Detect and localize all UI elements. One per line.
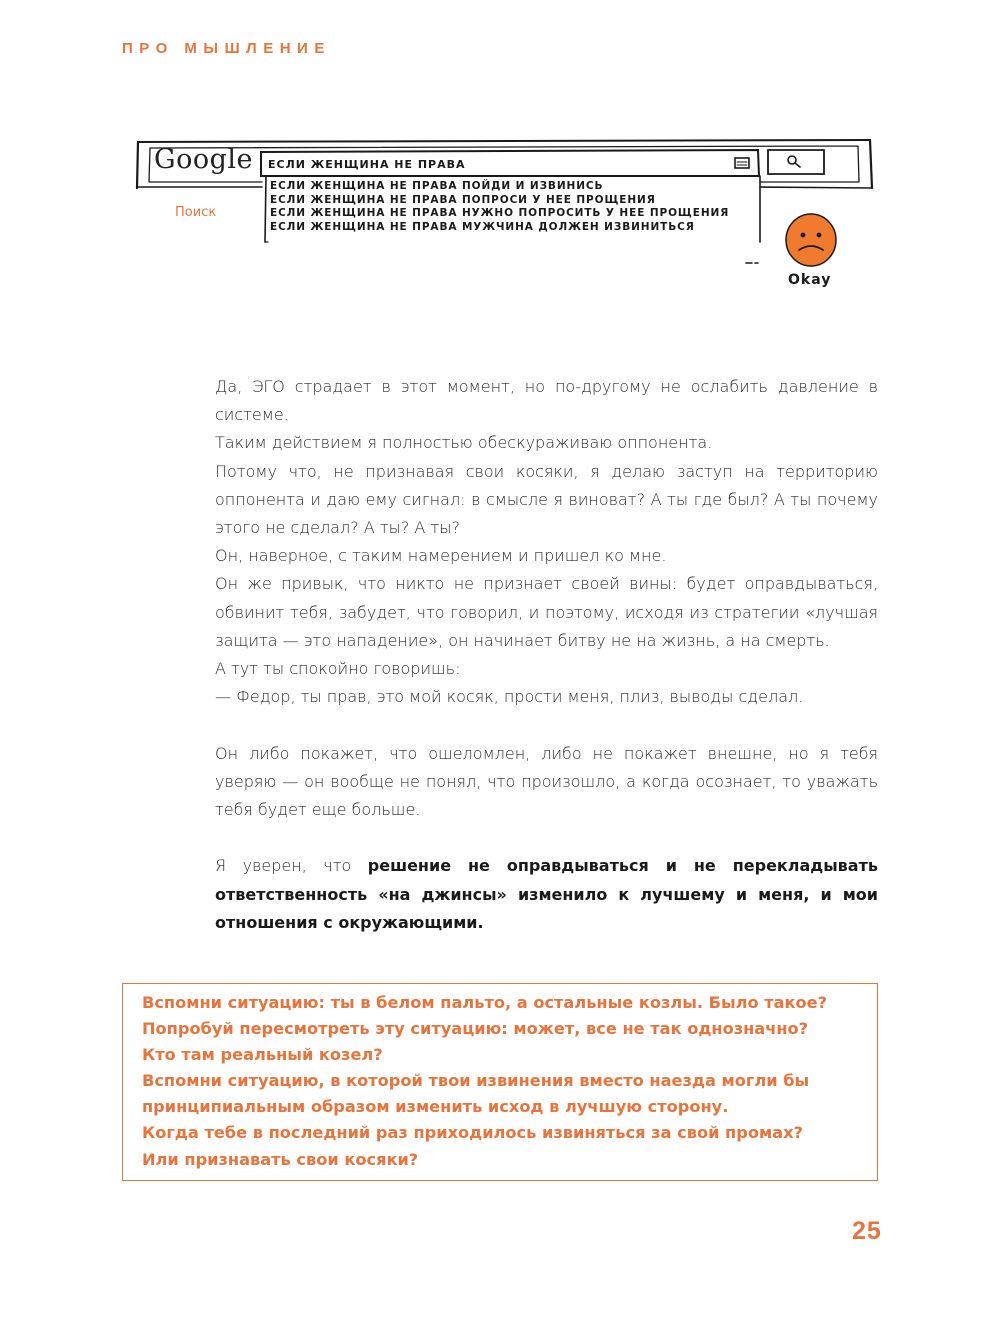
google-logo: Google [154,144,253,175]
search-label: Поиск [175,205,217,220]
callout-line: Вспомни ситуацию, в которой твои извинения вместо наезда могли бы [142,1071,810,1091]
callout-line: Попробуй пересмотреть эту ситуацию: может, все не так однозначно? [142,1019,809,1039]
frame-right-line [870,140,872,188]
callout-line: Кто там реальный козел? [142,1045,383,1065]
frame-bottom-line-right [760,187,872,188]
suggestion-item: ЕСЛИ ЖЕНЩИНА НЕ ПРАВА ПОЙДИ И ИЗВИНИСЬ [270,180,604,192]
emoji-caption: Okay [788,272,832,288]
paragraph: Потому что, не признавая свои косяки, я делаю заступ на территорию оппонента и даю ему сигнал: в смысле я виноват? А ты где был? А ты почему этого не сделал? А ты? А ты? [215,461,878,538]
paragraph-gap [215,824,878,852]
conclusion-paragraph [215,852,878,937]
search-query-text: ЕСЛИ ЖЕНЩИНА НЕ ПРАВА [268,158,466,171]
suggestion-item: ЕСЛИ ЖЕНЩИНА НЕ ПРАВА ПОПРОСИ У НЕЕ ПРОЩЕНИЯ [270,193,656,206]
suggestion-item: ЕСЛИ ЖЕНЩИНА НЕ ПРАВА НУЖНО ПОПРОСИТЬ У НЕЕ ПРОЩЕНИЯ [270,207,730,219]
callout-line: Вспомни ситуацию: ты в белом пальто, а остальные козлы. Было такое? [142,993,828,1012]
suggestion-item: ЕСЛИ ЖЕНЩИНА НЕ ПРАВА МУЖЧИНА ДОЛЖЕН ИЗВИНИТЬСЯ [270,220,695,233]
sad-emoji-icon [786,214,836,266]
callout-line: Или признавать свои косяки? [142,1149,419,1169]
reflection-callout-box [122,983,878,1181]
page-number: 25 [852,1217,882,1245]
keyboard-icon [735,158,749,168]
paragraph: Он, наверное, с таким намерением и пришел ко мне. [215,546,667,566]
paragraph: Таким действием я полностью обескураживаю оппонента. [215,433,713,453]
paragraph: А тут ты спокойно говоришь: [215,659,461,679]
body-text [215,373,878,937]
google-search-illustration [128,132,880,302]
conclusion-bold: решение не оправдываться и не перекладывать ответственность «на джинсы» изменило к лучшему и меня, и мои отношения с окружающими. [215,856,878,932]
callout-line: Когда тебе в последний раз приходилось извиняться за свой промах? [142,1123,803,1143]
callout-line: принципиальным образом изменить исход в лучшую сторону. [142,1097,729,1117]
paragraph: Он же привык, что никто не признает своей вины: будет оправдываться, обвинит тебя, забудет, что говорил, и поэтому, исходя из стратегии «лучшая защита — это нападение», он начинает битву не на жизнь, а на смерть. [215,574,878,650]
suggestion-list [270,180,729,234]
dialogue-line: — Федор, ты прав, это мой косяк, прости меня, плиз, выводы сделал. [215,687,804,707]
paragraph: Да, ЭГО страдает в этот момент, но по-другому не ослабить давление в системе. [215,377,878,425]
frame-left-line [137,142,138,188]
frame-top-line [138,140,870,142]
conclusion-lead: Я уверен, что [215,856,368,876]
running-head: ПРО МЫШЛЕНИЕ [122,40,331,57]
paragraph-gap [215,711,878,739]
paragraph: Он либо покажет, что ошеломлен, либо не покажет внешне, но я тебя уверяю — он вообще не понял, что произошло, а когда осознает, то уважать тебя будет еще больше. [215,743,878,820]
